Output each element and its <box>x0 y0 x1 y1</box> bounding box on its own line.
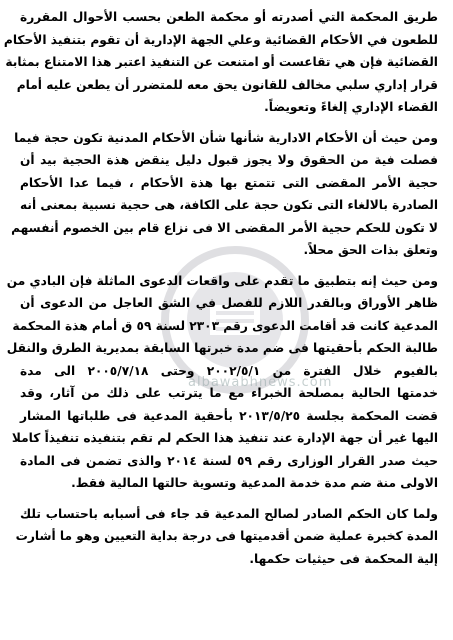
text-line: القضاء الإداري إلغاءً وتعويضاً. <box>264 100 438 114</box>
text-line: قضت المحكمة بجلسة ٢٠١٣/٥/٢٥ بأحقية المدعية فى طلباتها المشار <box>20 408 438 423</box>
text-line: لا تكون للحكم حجية الأمر المقضى الا فى نزاع قام بين الخصوم أنفسهم <box>11 220 438 235</box>
text-line: المدة كخبرة عملية ضمن أقدميتها فى درجة بداية التعيين وهو ما أشارت <box>15 529 438 543</box>
text-line: ومن حيث أن الأحكام الادارية شأنها شأن الأحكام المدنية تكون حجة فيما <box>14 130 438 145</box>
paragraph-3 <box>6 270 438 495</box>
text-line: الصادرة بالالغاء التى تكون حجة على الكافة، هى حجية نسبية بمعنى أنه <box>20 198 438 212</box>
text-line: فصلت فية من الحقوق ولا يجوز قبول دليل ينقض هذة الحجية بيد أن <box>20 153 438 167</box>
text-line: القضائية فإن هي تقاعست أو امتنعت عن التنفيذ اعتبر هذا الامتناع بمثابة <box>5 55 438 69</box>
text-line: حيث صدر القرار الوزارى رقم ٥٩ لسنة ٢٠١٤ والذى تضمن فى المادة <box>20 453 438 468</box>
text-line: للطعون في الأحكام القضائية وعلي الجهة الإدارية أن تقوم بتنفيذ الأحكام <box>3 32 438 47</box>
text-line: طريق المحكمة التي أصدرته أو محكمة الطعن بحسب الأحوال المقررة <box>20 10 438 24</box>
paragraph-1 <box>3 6 438 119</box>
text-line: قرار إداري سلبي مخالف للقانون يحق معه للمتضرر أن يطعن عليه أمام <box>16 77 438 92</box>
text-line: اليها غير أن جهة الإدارة عند تنفيذ هذا الحكم لم تقم بتنفيذه تنفيذاً كاملا <box>11 431 438 445</box>
text-line: إلية المحكمة فى حيثيات حكمها. <box>249 551 438 566</box>
paragraph-4 <box>15 503 438 571</box>
watermark-text: albawabhnews.com <box>188 375 333 390</box>
text-line: طالبة الحكم بأحقيتها فى ضم مدة خبرتها السابقة بمديرية الطرق والنقل <box>6 341 438 355</box>
text-line: ولما كان الحكم الصادر لصالح المدعية قد جاء فى أسبابه باحتساب تلك <box>20 506 438 521</box>
text-line: ظاهر الأوراق وبالقدر اللازم للفصل في الشق العاجل من الدعوى أن <box>20 296 438 310</box>
document-body <box>3 6 438 578</box>
text-line: المدعية كانت قد أقامت الدعوى رقم ٢٣٠٣ لسنة ٥٩ ق أمام هذة المحكمة <box>12 318 438 333</box>
text-line: بالفيوم خلال الفترة من ٢٠٠٢/٥/١ وحتى ٢٠٠٥/٧/١٨ الى مدة <box>20 363 438 378</box>
text-line: حجية الأمر المقضى التى تتمتع بها هذة الأحكام ، فيما عدا الأحكام <box>20 175 438 190</box>
text-line: خدمتها الحالية بمصلحة الخبراء مع ما يترتب على ذلك من آثار، وقد <box>20 386 438 400</box>
text-line: ومن حيث إنه بتطبيق ما تقدم على واقعات الدعوى الماثلة فإن البادي من <box>6 273 438 288</box>
text-line: الاولى منة ضم مدة خدمة المدعية وتسوية حالتها المالية فقط. <box>71 476 438 490</box>
text-line: وتعلق بذات الحق محلاً. <box>303 243 438 257</box>
paragraph-2 <box>11 127 438 262</box>
